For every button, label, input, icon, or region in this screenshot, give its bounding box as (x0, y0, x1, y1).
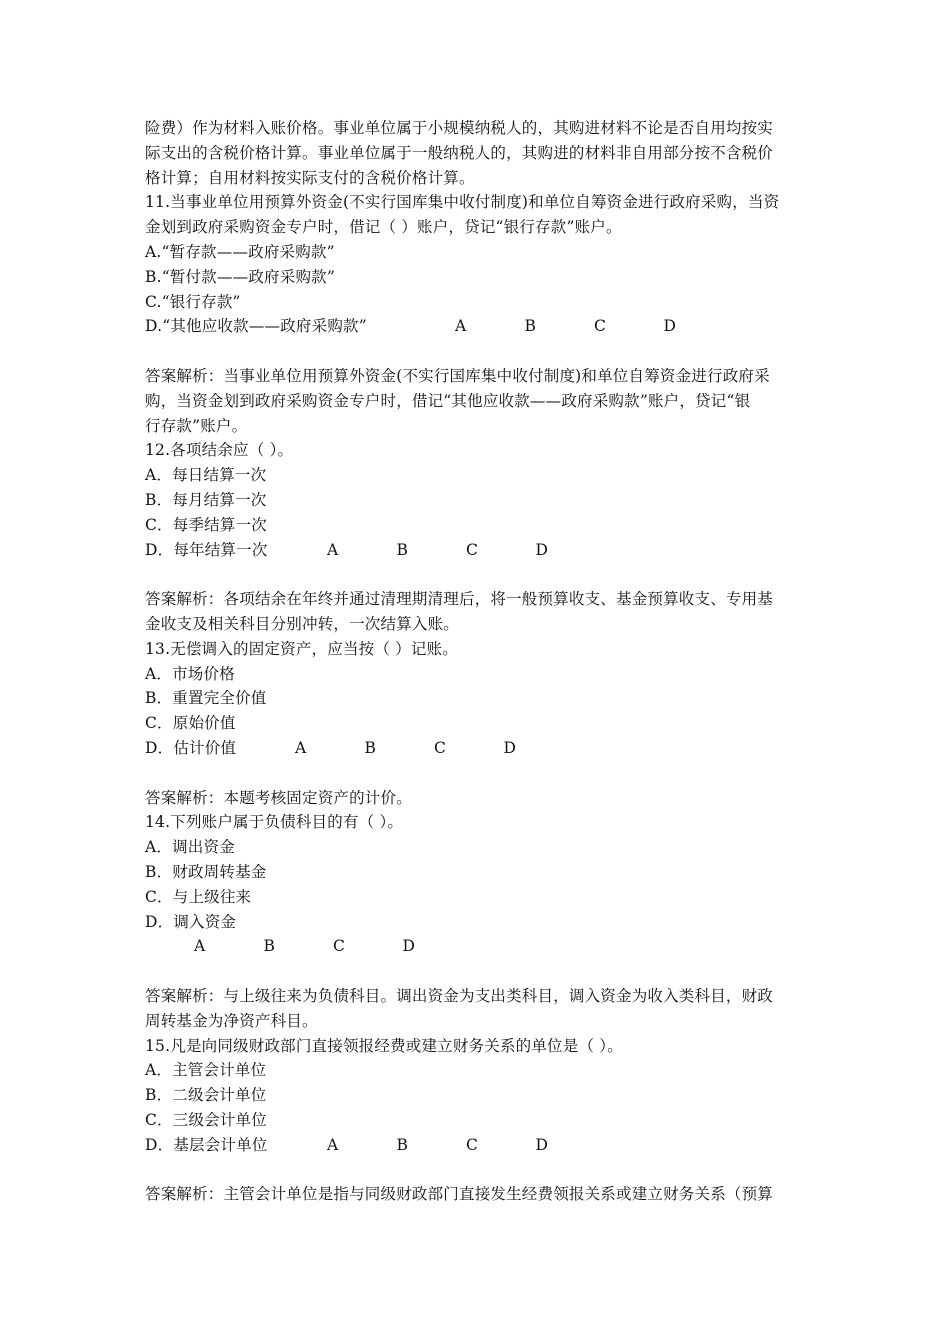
answer-option: C．与上级往来 (145, 887, 252, 906)
choice-letter-a[interactable]: A (295, 739, 307, 757)
answer-analysis: 行存款”账户。 (145, 416, 248, 435)
answer-option: A.“暂存款——政府采购款” (145, 243, 335, 261)
choice-letter-b[interactable]: B (364, 739, 377, 757)
choice-letter-c[interactable]: C (466, 1135, 479, 1154)
choice-letter-d[interactable]: D (402, 937, 416, 956)
choice-letter-a[interactable]: A (194, 937, 206, 956)
answer-analysis: 答案解析：当事业单位用预算外资金(不实行国库集中收付制度)和单位自筹资金进行政府采 (145, 367, 770, 385)
answer-option: B．二级会计单位 (145, 1086, 267, 1105)
answer-option: A．主管会计单位 (145, 1061, 267, 1080)
answer-analysis: 答案解析：各项结余在年终并通过清理期清理后，将一般预算收支、基金预算收支、专用基 (145, 590, 774, 609)
answer-option: C.“银行存款” (145, 292, 241, 311)
answer-option: B．每月结算一次 (145, 491, 267, 509)
answer-analysis: 购，当资金划到政府采购资金专户时，借记“其他应收款——政府采购款”账户，贷记“银 (145, 391, 751, 410)
answer-analysis: 金收支及相关科目分别冲转，一次结算入账。 (145, 615, 460, 633)
answer-analysis: 答案解析：与上级往来为负债科目。调出资金为支出类科目，调入资金为收入类科目，财政 (145, 987, 774, 1005)
intro-line: 险费）作为材料入账价格。事业单位属于小规模纳税人的，其购进材料不论是否自用均按实 (145, 119, 774, 137)
answer-option: B．重置完全价值 (145, 689, 267, 708)
choice-letter-a[interactable]: A (327, 1135, 339, 1154)
answer-option: C．原始价值 (145, 714, 236, 733)
question-stem: 12.各项结余应（ ）。 (145, 441, 294, 460)
answer-analysis: 周转基金为净资产科目。 (145, 1011, 318, 1030)
choice-letter-c[interactable]: C (333, 937, 346, 956)
choice-letter-a[interactable]: A (455, 317, 467, 336)
choice-letter-d[interactable]: D (535, 540, 549, 559)
answer-analysis: 答案解析：主管会计单位是指与同级财政部门直接发生经费领报关系或建立财务关系（预算 (145, 1185, 774, 1204)
choice-letter-d[interactable]: D (535, 1135, 549, 1154)
choice-letter-a[interactable]: A (327, 540, 339, 559)
choice-letter-c[interactable]: C (466, 540, 479, 559)
choice-letter-d[interactable]: D (503, 739, 517, 757)
answer-option: A．调出资金 (145, 838, 235, 857)
question-stem: 11.当事业单位用预算外资金(不实行国库集中收付制度)和单位自筹资金进行政府采购，当资 (145, 193, 780, 212)
question-stem: 13.无偿调入的固定资产，应当按（ ）记账。 (145, 639, 458, 658)
answer-option: D．调入资金 (145, 912, 237, 931)
question-stem: 金划到政府采购资金专户时，借记（ ）账户，贷记“银行存款”账户。 (145, 218, 622, 237)
choice-letter-d[interactable]: D (663, 317, 677, 336)
answer-option: D．估计价值 A B C D (145, 739, 517, 757)
answer-option: C．每季结算一次 (145, 515, 267, 534)
answer-option: D．每年结算一次 A B C D (145, 540, 549, 559)
choice-letter-b[interactable]: B (396, 1135, 409, 1154)
answer-option: D.“其他应收款——政府采购款” A B C D (145, 317, 677, 336)
answer-analysis: 答案解析：本题考核固定资产的计价。 (145, 788, 412, 807)
intro-line: 际支出的含税价格计算。事业单位属于一般纳税人的，其购进的材料非自用部分按不含税价 (145, 143, 774, 162)
answer-option: A．每日结算一次 (145, 466, 267, 485)
question-stem: 14.下列账户属于负债科目的有（ ）。 (145, 813, 404, 832)
question-stem: 15.凡是向同级财政部门直接领报经费或建立财务关系的单位是（ ）。 (145, 1036, 623, 1055)
choice-letter-b[interactable]: B (263, 937, 276, 956)
choice-letter-b[interactable]: B (524, 317, 537, 336)
answer-option: B.“暂付款——政府采购款” (145, 267, 335, 286)
choice-letter-c[interactable]: C (594, 317, 607, 336)
answer-option: D．基层会计单位 A B C D (145, 1135, 549, 1154)
choice-letter-c[interactable]: C (434, 739, 447, 757)
answer-option: C．三级会计单位 (145, 1111, 267, 1129)
choice-letter-b[interactable]: B (396, 540, 409, 559)
answer-option: B．财政周转基金 (145, 863, 267, 881)
intro-line: 格计算；自用材料按实际支付的含税价格计算。 (145, 168, 475, 187)
answer-option: A．市场价格 (145, 664, 235, 683)
